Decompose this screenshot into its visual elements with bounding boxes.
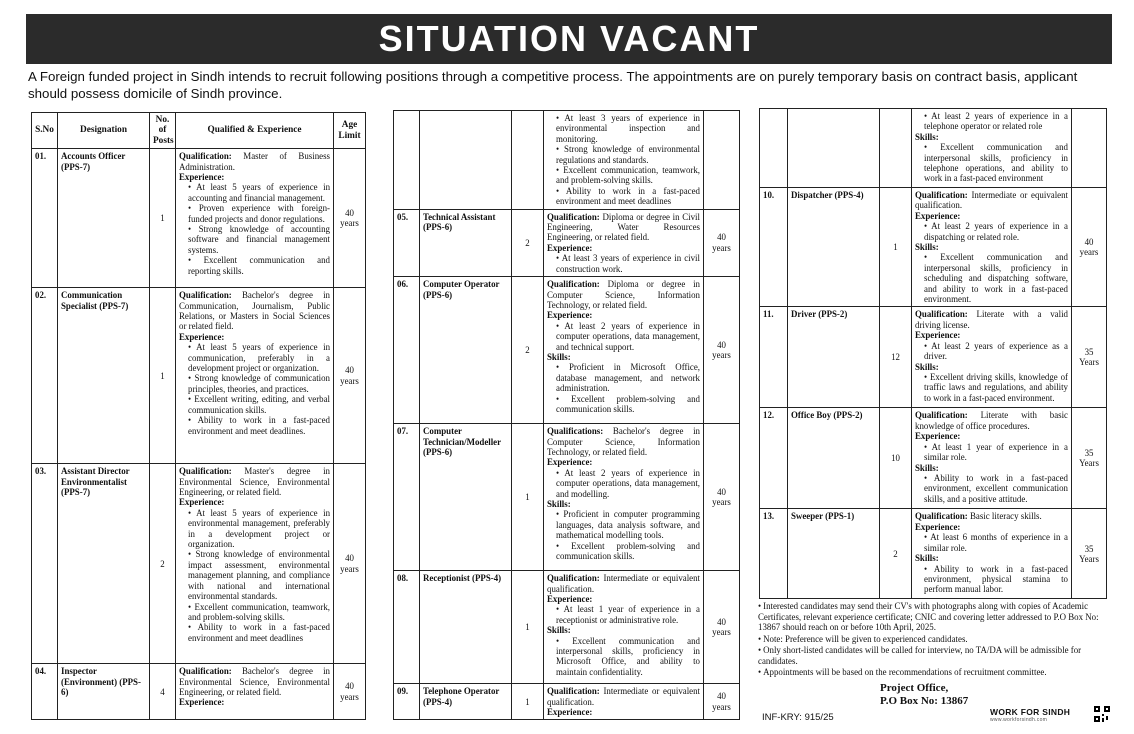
- page-title: SITUATION VACANT: [26, 14, 1112, 64]
- serial-number: 12.: [760, 408, 788, 509]
- serial-number: 02.: [32, 288, 58, 464]
- jobs-table-col3: [759, 108, 1107, 599]
- serial-number: 07.: [394, 424, 420, 571]
- jobs-table-col2: [393, 110, 740, 720]
- table-row: [394, 277, 740, 424]
- qualification-cell: Qualification: Master's degree in Environmental Science, Environmental Engineering, or related field. Experience: • At least 5 years of experience in environmental management, preferably in a development project or organization. • Strong knowledge of environmental impact assessment, environmental management planning, and compliance with national and international environmental standards. • Excellent communication, teamwork, and problem-solving skills. • Ability to work in a fast-paced environment and meet deadlines: [176, 464, 334, 664]
- post-count: 1: [512, 424, 544, 571]
- age-limit: 35 Years: [1072, 408, 1107, 509]
- table-row: [760, 509, 1107, 599]
- qualification-cell: Qualification: Intermediate or equivalent qualification. Experience: • At least 2 years of experience in a dispatching or related role. Skills: • Excellent communication and interpersonal skills, proficiency in scheduling and dispatching software, and ability to work in a fast-paced environment.: [912, 188, 1072, 307]
- post-count: 2: [150, 464, 176, 664]
- table-row: [32, 149, 366, 288]
- table-row: [760, 408, 1107, 509]
- designation: Computer Technician/Modeller (PPS-6): [420, 424, 512, 571]
- post-count: 2: [512, 209, 544, 276]
- post-count: 1: [512, 684, 544, 720]
- post-count: 2: [512, 277, 544, 424]
- post-count: 12: [880, 307, 912, 408]
- designation: Receptionist (PPS-4): [420, 571, 512, 684]
- contact-address: [880, 682, 968, 708]
- serial-number: 04.: [32, 664, 58, 720]
- age-limit: 40 years: [704, 571, 740, 684]
- table-row: [760, 109, 1107, 188]
- qualification-cell: Qualification: Literate with basic knowledge of office procedures. Experience: • At least 1 year of experience in a similar role. Skills: • Ability to work in a fast-paced environment, excellent communication skills, and a positive attitude.: [912, 408, 1072, 509]
- designation: Sweeper (PPS-1): [788, 509, 880, 599]
- table-row: [32, 464, 366, 664]
- table-row: [760, 307, 1107, 408]
- work-for-sindh-logo: [990, 707, 1070, 723]
- column-header-qualification: Qualified & Experience: [176, 113, 334, 149]
- designation: Accounts Officer (PPS-7): [58, 149, 150, 288]
- serial-number: 06.: [394, 277, 420, 424]
- table-row: [394, 209, 740, 276]
- post-count: 1: [150, 149, 176, 288]
- table-row: [32, 664, 366, 720]
- post-count: 2: [880, 509, 912, 599]
- post-count: 1: [512, 571, 544, 684]
- designation: Dispatcher (PPS-4): [788, 188, 880, 307]
- designation: Communication Specialist (PPS-7): [58, 288, 150, 464]
- logo-url: www.workforsindh.com: [990, 717, 1048, 723]
- column-header-posts: No. of Posts: [150, 113, 176, 149]
- qualification-cell: • At least 3 years of experience in environmental inspection and monitoring. • Strong knowledge of environmental regulations and standards. • Excellent communication, teamwork, and problem-solving skills. • Ability to work in a fast-paced environment and meet deadlines: [544, 111, 704, 210]
- post-count: 1: [150, 288, 176, 464]
- table-row: [394, 424, 740, 571]
- table-row: [394, 111, 740, 210]
- qualification-cell: Qualification: Bachelor's degree in Communication, Journalism, Public Relations, or Masters in Social Sciences or related field. Experience: • At least 5 years of experience in communication, preferably in a development project or organization. • Strong knowledge of communication principles, theories, and practices. • Excellent writing, editing, and verbal communication skills. • Ability to work in a fast-paced environment and meet deadlines.: [176, 288, 334, 464]
- age-limit: 35 Years: [1072, 307, 1107, 408]
- age-limit: 35 Years: [1072, 509, 1107, 599]
- intro-text: A Foreign funded project in Sindh intends to recruit following positions through a competitive process. The appointments are on purely temporary basis on contract basis, applicant should possess domicile of Sindh province.: [28, 69, 1078, 101]
- reference-number: INF-KRY: 915/25: [762, 712, 834, 723]
- note-item: • Appointments will be based on the recommendations of recruitment committee.: [758, 667, 1110, 678]
- qualification-cell: Qualification: Intermediate or equivalent qualification. Experience:: [544, 684, 704, 720]
- qualification-cell: Qualifications: Bachelor's degree in Computer Science, Information Technology, or related field. Experience: • At least 2 years of experience in computer operations, data management, and modelling. Skills: • Proficient in computer programming languages, data analysis software, and mathematical modelling tools. • Excellent problem-solving and communication skills.: [544, 424, 704, 571]
- serial-number: 11.: [760, 307, 788, 408]
- designation: Telephone Operator (PPS-4): [420, 684, 512, 720]
- office-name: Project Office,: [880, 682, 949, 694]
- post-count: 4: [150, 664, 176, 720]
- serial-number: 13.: [760, 509, 788, 599]
- qualification-cell: Qualification: Diploma or degree in Computer Science, Information Technology, or related field. Experience: • At least 2 years of experience in computer operations, data management, and technical support. Skills: • Proficient in Microsoft Office, database management, and network administration. • Excellent problem-solving and communication skills.: [544, 277, 704, 424]
- table-row: [394, 684, 740, 720]
- application-notes: [758, 601, 1110, 679]
- qualification-cell: Qualification: Diploma or degree in Civil Engineering, Water Resources Engineering, or related field. Experience: • At least 3 years of experience in civil construction work.: [544, 209, 704, 276]
- logo-text: WORK FOR SINDH: [990, 707, 1071, 717]
- post-count: 1: [880, 188, 912, 307]
- serial-number: 03.: [32, 464, 58, 664]
- age-limit: 40 years: [334, 664, 366, 720]
- qualification-cell: Qualification: Basic literacy skills. Experience: • At least 6 months of experience in a similar role. Skills: • Ability to work in a fast-paced environment, physical stamina to perform manual labor.: [912, 509, 1072, 599]
- column-header-sno: S.No: [32, 113, 58, 149]
- table-header-row: [32, 113, 366, 149]
- age-limit: 40 years: [704, 424, 740, 571]
- qualification-cell: Qualification: Intermediate or equivalent qualification. Experience: • At least 1 year of experience in a receptionist or administrative role. Skills: • Excellent communication and interpersonal skills, proficiency in Microsoft Office, and ability to maintain confidentiality.: [544, 571, 704, 684]
- serial-number: 10.: [760, 188, 788, 307]
- note-item: • Interested candidates may send their CV's with photographs along with copies of Academic Certificates, relevant experience certificate; CNIC and covering letter addressed to P.O Box No: 13867 should reach on or before 10th April, 2025.: [758, 601, 1110, 633]
- table-row: [32, 288, 366, 464]
- serial-number: 08.: [394, 571, 420, 684]
- column-header-designation: Designation: [58, 113, 150, 149]
- designation: Driver (PPS-2): [788, 307, 880, 408]
- jobs-table-col1: [31, 112, 366, 720]
- post-count: 10: [880, 408, 912, 509]
- qualification-cell: Qualification: Literate with a valid driving license. Experience: • At least 2 years of experience as a driver. Skills: • Excellent driving skills, knowledge of traffic laws and regulations, and ability to work in a fast-paced environment.: [912, 307, 1072, 408]
- age-limit: 40 years: [334, 149, 366, 288]
- age-limit: 40 years: [334, 288, 366, 464]
- age-limit: 40 years: [334, 464, 366, 664]
- designation: Office Boy (PPS-2): [788, 408, 880, 509]
- qualification-cell: • At least 2 years of experience in a telephone operator or related role Skills: • Excellent communication and interpersonal skills, proficiency in telephone operations, and ability to work in a fast-paced environment: [912, 109, 1072, 188]
- qualification-cell: Qualification: Master of Business Administration. Experience: • At least 5 years of experience in accounting and financial management. • Proven experience with foreign-funded projects and donor regulations. • Strong knowledge of accounting software and financial management systems. • Excellent communication and reporting skills.: [176, 149, 334, 288]
- age-limit: 40 years: [704, 277, 740, 424]
- table-row: [394, 571, 740, 684]
- table-row: [760, 188, 1107, 307]
- designation: Inspector (Environment) (PPS-6): [58, 664, 150, 720]
- designation: Assistant Director Environmentalist (PPS-7): [58, 464, 150, 664]
- designation: Computer Operator (PPS-6): [420, 277, 512, 424]
- qr-code-icon: [1094, 706, 1110, 722]
- qualification-cell: Qualification: Bachelor's degree in Environmental Science, Environmental Engineering, or related field. Experience:: [176, 664, 334, 720]
- age-limit: 40 years: [1072, 188, 1107, 307]
- po-box: P.O Box No: 13867: [880, 695, 969, 707]
- note-item: • Note: Preference will be given to experienced candidates.: [758, 634, 1110, 645]
- note-item: • Only short-listed candidates will be called for interview, no TA/DA will be admissible for candidates.: [758, 645, 1110, 666]
- designation: Technical Assistant (PPS-6): [420, 209, 512, 276]
- age-limit: 40 years: [704, 209, 740, 276]
- serial-number: 05.: [394, 209, 420, 276]
- age-limit: 40 years: [704, 684, 740, 720]
- column-header-age: Age Limit: [334, 113, 366, 149]
- serial-number: 09.: [394, 684, 420, 720]
- serial-number: 01.: [32, 149, 58, 288]
